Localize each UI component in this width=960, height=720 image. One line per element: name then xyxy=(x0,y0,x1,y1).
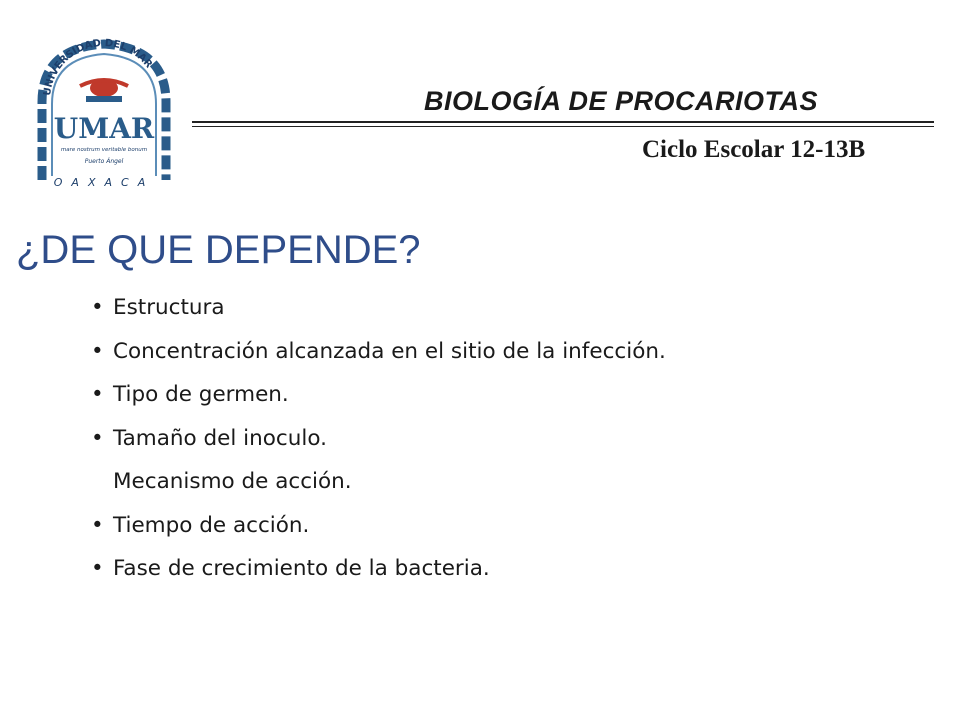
list-item xyxy=(91,421,666,465)
list-item xyxy=(91,464,666,508)
bullet-icon: • xyxy=(91,382,104,407)
school-term: Ciclo Escolar 12-13B xyxy=(642,136,866,163)
bullet-icon: • xyxy=(91,556,104,581)
svg-text:UMAR: UMAR xyxy=(53,112,155,145)
svg-text:mare nostrum veritable bonum: mare nostrum veritable bonum xyxy=(60,147,148,153)
list-item-text: Tipo de germen. xyxy=(113,382,289,407)
bullet-list xyxy=(91,290,666,595)
header-divider-thin xyxy=(192,126,934,127)
list-item xyxy=(91,508,666,552)
slide-title: ¿DE QUE DEPENDE? xyxy=(16,228,421,272)
svg-text:UNIVERSIDAD DEL MAR: UNIVERSIDAD DEL MAR xyxy=(42,37,155,97)
bullet-icon: • xyxy=(91,512,104,538)
list-item xyxy=(91,377,666,421)
list-item-text: Concentración alcanzada en el sitio de la infección. xyxy=(113,338,666,364)
list-item-text: Mecanismo de acción. xyxy=(113,469,352,494)
bullet-icon: • xyxy=(91,295,104,320)
header-divider xyxy=(192,121,934,123)
list-item-text: Estructura xyxy=(113,295,225,320)
bullet-icon: • xyxy=(91,338,104,364)
bullet-icon: • xyxy=(91,425,104,451)
svg-text:OAXACA: OAXACA xyxy=(53,176,155,189)
list-item-text: Tamaño del inoculo. xyxy=(113,425,327,451)
svg-text:Puerto Ángel: Puerto Ángel xyxy=(84,158,124,165)
list-item xyxy=(91,334,666,378)
course-title: BIOLOGÍA DE PROCARIOTAS xyxy=(424,86,819,116)
list-item xyxy=(91,290,666,334)
list-item-text: Tiempo de acción. xyxy=(113,512,310,538)
list-item xyxy=(91,551,666,595)
list-item-text: Fase de crecimiento de la bacteria. xyxy=(113,556,490,581)
university-logo xyxy=(22,30,186,194)
